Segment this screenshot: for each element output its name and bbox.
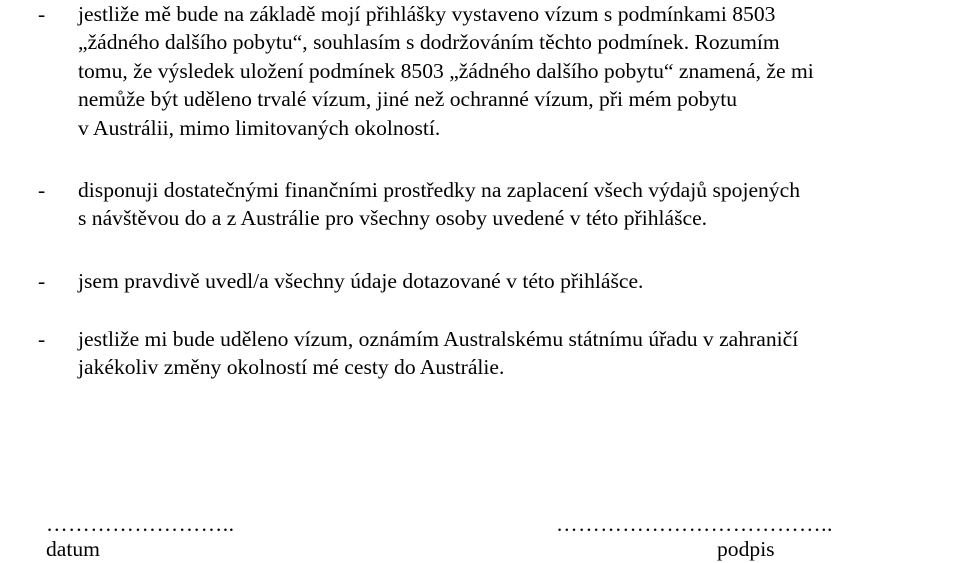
bullet-text <box>78 0 960 142</box>
text-line: s návštěvou do a z Austrálie pro všechny osoby uvedené v této přihlášce. <box>78 206 708 231</box>
text-line: „žádného dalšího pobytu“, souhlasím s dodržováním těchto podmínek. Rozumím <box>78 30 780 55</box>
bullet-text <box>78 325 960 382</box>
bullet-text <box>78 176 960 233</box>
signature-label: podpis <box>717 537 775 561</box>
text-line: jestliže mi bude uděleno vízum, oznámím Australskému státnímu úřadu v zahraničí <box>78 327 799 351</box>
text-line: jestliže mě bude na základě mojí přihlášky vystaveno vízum s podmínkami 8503 <box>78 2 776 26</box>
signature-line: ……………………………….. <box>556 512 833 536</box>
bullet-marker: - <box>38 2 46 26</box>
bullet-marker: - <box>38 178 46 202</box>
text-line: v Austrálii, mimo limitovaných okolností. <box>78 115 441 140</box>
bullet-marker: - <box>38 327 46 351</box>
text-line: disponuji dostatečnými finančními prostředky na zaplacení všech výdajů spojených <box>78 178 800 202</box>
bullet-marker: - <box>38 269 46 293</box>
text-line: jsem pravdivě uvedl/a všechny údaje dotazované v této přihlášce. <box>78 269 644 293</box>
text-line: tomu, že výsledek uložení podmínek 8503 „žádného dalšího pobytu“ znamená, že mi <box>78 58 814 83</box>
date-label: datum <box>46 537 100 561</box>
bullet-text <box>78 267 960 295</box>
text-line: nemůže být uděleno trvalé vízum, jiné než ochranné vízum, při mém pobytu <box>78 87 737 112</box>
text-line: jakékoliv změny okolností mé cesty do Austrálie. <box>78 355 505 380</box>
date-line: …………………….. <box>46 512 235 536</box>
